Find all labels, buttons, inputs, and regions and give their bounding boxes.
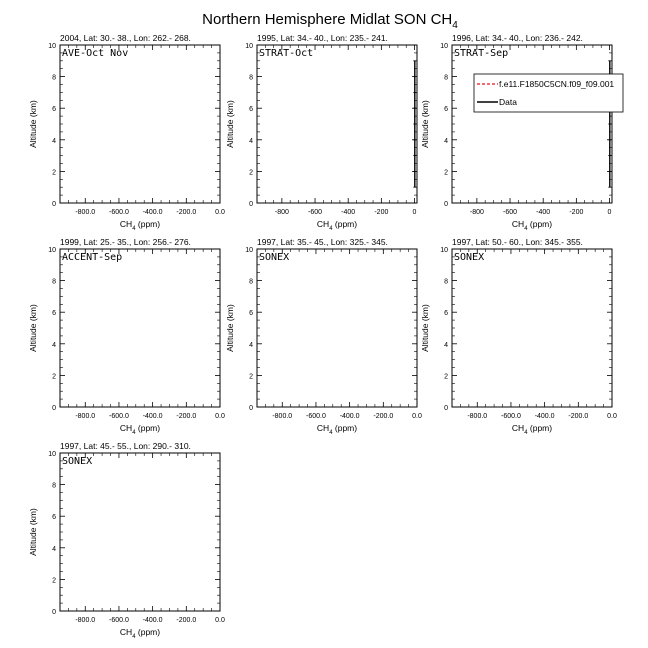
x-axis-label-main: CH: [119, 423, 133, 433]
panel-title: 1997, Lat: 35.- 45., Lon: 325.- 345.: [257, 237, 388, 247]
y-tick-label: 4: [52, 341, 56, 349]
chart-panel-5: [225, 237, 422, 436]
x-tick-label: -400.0: [142, 617, 163, 624]
x-tick-label: -200.0: [373, 413, 394, 420]
y-tick-label: 2: [444, 373, 448, 381]
x-tick-label: -600.0: [109, 617, 129, 624]
campaign-label: SONEX: [62, 456, 93, 467]
campaign-label: ACCENT-Sep: [62, 252, 123, 263]
plot-frame: [60, 45, 220, 203]
campaign-label: SONEX: [259, 252, 290, 263]
x-tick-label: 0: [607, 209, 612, 216]
x-axis-label-sub: 4: [329, 430, 333, 436]
x-axis-label: [512, 219, 552, 232]
y-axis-label: Altitude (km): [420, 304, 430, 352]
x-axis-label-sub: 4: [132, 634, 136, 640]
x-tick-label: -200: [374, 209, 389, 216]
plot-frame: [452, 249, 612, 407]
x-axis-label-sub: 4: [132, 226, 136, 232]
x-tick-label: 0.0: [412, 413, 422, 420]
chart-panel-4: [28, 237, 225, 436]
y-tick-label: 2: [52, 373, 56, 381]
y-tick-label: 4: [52, 137, 56, 145]
legend-data-label: Data: [499, 97, 517, 107]
y-tick-label: 4: [249, 137, 253, 145]
x-axis-label: [317, 423, 357, 436]
x-tick-label: -600: [503, 209, 518, 216]
x-tick-label: -800.0: [75, 209, 96, 216]
x-axis-label-unit: (ppm): [527, 219, 553, 229]
y-tick-label: 10: [48, 247, 56, 254]
panel-title: 1996, Lat: 34.- 40., Lon: 236.- 242.: [452, 33, 583, 43]
y-tick-label: 10: [440, 247, 448, 254]
figure-title: Northern Hemisphere Midlat SON $CH_4$: [202, 11, 458, 31]
x-axis-label-sub: 4: [132, 430, 136, 436]
y-tick-label: 4: [52, 545, 56, 553]
x-tick-label: -800.0: [75, 413, 96, 420]
y-tick-label: 0: [444, 201, 448, 208]
y-axis-label: Altitude (km): [420, 100, 430, 148]
y-tick-label: 8: [444, 278, 448, 286]
y-tick-label: 2: [249, 169, 253, 177]
x-tick-label: 0: [412, 209, 417, 216]
y-tick-label: 8: [444, 74, 448, 82]
y-tick-label: 8: [52, 482, 56, 490]
x-axis-label-main: CH: [316, 219, 330, 229]
plot-frame: [60, 249, 220, 407]
x-axis-label: [120, 627, 160, 640]
y-tick-label: 10: [48, 451, 56, 458]
y-tick-label: 10: [245, 247, 253, 254]
y-tick-label: 0: [52, 405, 56, 412]
x-tick-label: -600: [308, 209, 323, 216]
x-axis-label-main: CH: [511, 423, 525, 433]
x-tick-label: 0.0: [215, 209, 225, 216]
panel-title: 1995, Lat: 34.- 40., Lon: 235.- 241.: [257, 33, 388, 43]
plot-frame: [452, 45, 615, 203]
x-axis-label-unit: (ppm): [527, 423, 553, 433]
y-tick-label: 0: [249, 405, 253, 412]
x-axis-label-main: CH: [119, 627, 133, 637]
y-tick-label: 0: [249, 201, 253, 208]
panels: [28, 33, 617, 640]
y-tick-label: 4: [444, 137, 448, 145]
y-tick-label: 2: [52, 169, 56, 177]
y-tick-label: 2: [249, 373, 253, 381]
y-tick-label: 10: [48, 43, 56, 50]
x-tick-label: -600.0: [501, 413, 521, 420]
x-tick-label: -400: [536, 209, 551, 216]
x-tick-label: -400.0: [339, 413, 360, 420]
y-tick-label: 6: [249, 310, 253, 318]
campaign-label: AVE-Oct Nov: [62, 48, 129, 59]
x-axis-label: [317, 219, 357, 232]
y-tick-label: 6: [52, 310, 56, 318]
chart-panel-2: [225, 33, 417, 232]
y-tick-label: 0: [444, 405, 448, 412]
y-tick-label: 10: [440, 43, 448, 50]
plot-frame: [257, 249, 417, 407]
x-tick-label: -600.0: [109, 413, 129, 420]
x-tick-label: -400.0: [142, 209, 163, 216]
x-tick-label: -200.0: [176, 209, 197, 216]
campaign-label: STRAT-Oct: [259, 48, 314, 59]
plot-frame: [60, 453, 220, 611]
x-tick-label: -800: [469, 209, 484, 216]
x-axis-label-unit: (ppm): [135, 219, 161, 229]
legend-model-label: f.e11.F1850C5CN.f09_f09.001: [499, 79, 615, 89]
y-tick-label: 6: [52, 514, 56, 522]
campaign-label: STRAT-Sep: [454, 48, 509, 59]
y-axis-label: Altitude (km): [28, 100, 38, 148]
y-tick-label: 8: [249, 278, 253, 286]
x-tick-label: -800.0: [467, 413, 488, 420]
x-tick-label: -400: [341, 209, 356, 216]
x-tick-label: -200.0: [176, 413, 197, 420]
x-tick-label: -400.0: [534, 413, 555, 420]
y-tick-label: 4: [249, 341, 253, 349]
x-tick-label: -200.0: [568, 413, 589, 420]
y-tick-label: 6: [444, 106, 448, 114]
x-tick-label: -600.0: [109, 209, 129, 216]
x-axis-label: [120, 219, 160, 232]
plot-frame: [257, 45, 417, 203]
x-tick-label: -600.0: [306, 413, 326, 420]
x-axis-label-unit: (ppm): [135, 627, 161, 637]
y-tick-label: 0: [52, 609, 56, 616]
y-tick-label: 2: [444, 169, 448, 177]
x-axis-label-unit: (ppm): [135, 423, 161, 433]
x-axis-label: [120, 423, 160, 436]
y-axis-label: Altitude (km): [225, 304, 235, 352]
x-axis-label-sub: 4: [524, 226, 528, 232]
x-tick-label: -800.0: [75, 617, 96, 624]
x-axis-label-main: CH: [511, 219, 525, 229]
x-axis-label-sub: 4: [524, 430, 528, 436]
x-tick-label: -200.0: [176, 617, 197, 624]
x-tick-label: -200: [569, 209, 584, 216]
y-tick-label: 8: [52, 278, 56, 286]
x-tick-label: 0.0: [607, 413, 617, 420]
x-axis-label-main: CH: [316, 423, 330, 433]
y-tick-label: 6: [249, 106, 253, 114]
x-tick-label: -800.0: [272, 413, 293, 420]
x-axis-label-unit: (ppm): [332, 219, 358, 229]
y-tick-label: 4: [444, 341, 448, 349]
y-axis-label: Altitude (km): [225, 100, 235, 148]
x-axis-label-sub: 4: [329, 226, 333, 232]
y-tick-label: 2: [52, 577, 56, 585]
x-axis-label: [512, 423, 552, 436]
legend: [474, 74, 623, 112]
x-tick-label: -400.0: [142, 413, 163, 420]
panel-title: 1997, Lat: 45.- 55., Lon: 290.- 310.: [60, 441, 191, 451]
campaign-label: SONEX: [454, 252, 485, 263]
panel-title: 1997, Lat: 50.- 60., Lon: 345.- 355.: [452, 237, 583, 247]
chart-panel-6: [420, 237, 617, 436]
x-tick-label: 0.0: [215, 413, 225, 420]
chart-panel-3: [420, 33, 615, 232]
y-tick-label: 8: [52, 74, 56, 82]
y-axis-label: Altitude (km): [28, 508, 38, 556]
y-tick-label: 8: [249, 74, 253, 82]
y-tick-label: 6: [444, 310, 448, 318]
x-tick-label: 0.0: [215, 617, 225, 624]
panel-title: 1999, Lat: 25.- 35., Lon: 256.- 276.: [60, 237, 191, 247]
x-axis-label-unit: (ppm): [332, 423, 358, 433]
x-axis-label-main: CH: [119, 219, 133, 229]
panel-title: 2004, Lat: 30.- 38., Lon: 262.- 268.: [60, 33, 191, 43]
y-tick-label: 0: [52, 201, 56, 208]
y-tick-label: 6: [52, 106, 56, 114]
x-tick-label: -800: [274, 209, 289, 216]
y-axis-label: Altitude (km): [28, 304, 38, 352]
y-tick-label: 10: [245, 43, 253, 50]
chart-panel-7: [28, 441, 225, 640]
chart-panel-1: [28, 33, 225, 232]
